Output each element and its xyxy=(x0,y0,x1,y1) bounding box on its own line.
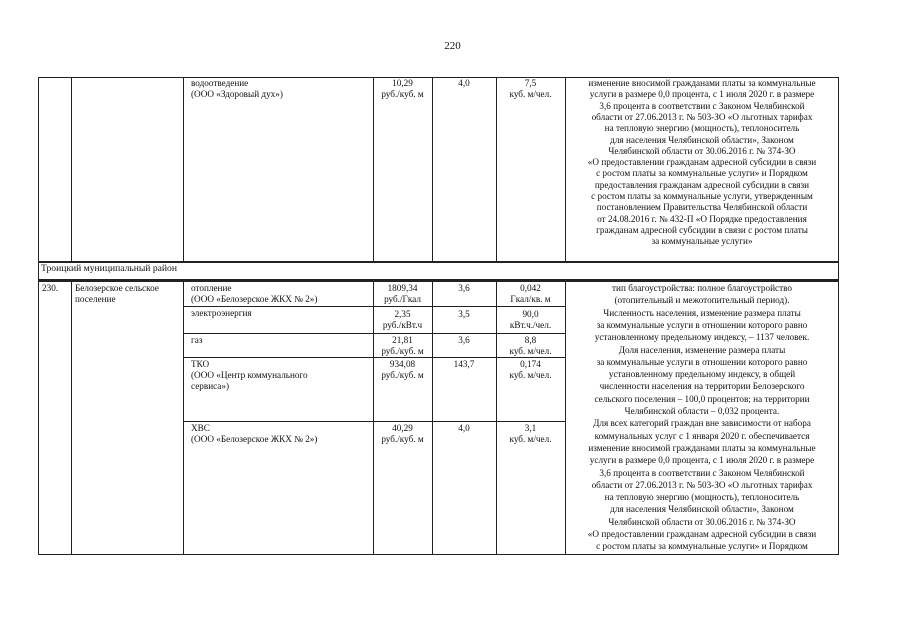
tariff-unit: руб./куб. м xyxy=(381,370,424,380)
description-line: для населения Челябинской области», Законом xyxy=(610,504,794,515)
description-line: сельского поселения – 100,0 процентов; на территории xyxy=(594,393,810,404)
description-line: за коммунальные услуги» xyxy=(651,236,753,247)
col-divider xyxy=(373,77,374,262)
settlement-number: 230. xyxy=(42,283,59,293)
description-line: изменение вносимой гражданами платы за коммунальные xyxy=(588,78,816,88)
description-line: «О предоставлении гражданам адресной субсидии в связи xyxy=(587,529,817,539)
page-number: 220 xyxy=(444,40,461,52)
norm-unit: куб. м/чел. xyxy=(509,346,552,356)
col-divider xyxy=(496,77,497,262)
description-line: Численность населения, изменение размера платы xyxy=(603,307,801,318)
description-line: (отопительный и межотопительный период). xyxy=(614,295,790,306)
percent-value: 3,6 xyxy=(458,283,470,293)
service-provider: (ООО «Здоровый дух») xyxy=(191,89,283,99)
description-line: на тепловую энергию (мощность), теплоноситель xyxy=(604,123,800,134)
description-line: с ростом платы за коммунальные услуги» и Порядком xyxy=(596,168,808,179)
description-line: области от 27.06.2013 г. № 503-ЗО «О льготных тарифах xyxy=(591,479,813,490)
description-line: Челябинской области от 30.06.2016 г. № 374-ЗО xyxy=(608,516,796,527)
service-row-divider xyxy=(183,357,565,358)
col-divider xyxy=(183,77,184,262)
description-line: области от 27.06.2013 г. № 503-ЗО «О льготных тарифах xyxy=(591,111,813,122)
service-name: ТКО xyxy=(191,359,210,369)
service-name: газ xyxy=(191,335,203,345)
percent-value: 3,5 xyxy=(458,309,470,319)
description-line: с ростом платы за коммунальные услуги» и Порядком xyxy=(596,541,808,552)
col-divider xyxy=(432,77,433,262)
description-line: численности населения на территории Белозерского xyxy=(599,381,805,392)
tariff-unit: руб./кВт.ч xyxy=(382,320,423,330)
description-line: тип благоустройства: полное благоустройство xyxy=(612,283,792,293)
service-name: ХВС xyxy=(191,423,210,433)
description-line: гражданам адресной субсидии в связи с ростом платы xyxy=(596,224,808,235)
description-line: на тепловую энергию (мощность), теплоноситель xyxy=(604,492,800,503)
description-line: за коммунальные услуги в отношении которого равно xyxy=(596,319,808,330)
norm-value: 0,042 xyxy=(520,283,541,293)
description-line: за коммунальные услуги в отношении которого равно xyxy=(596,356,808,367)
service-provider: (ООО «Центр коммунального xyxy=(191,370,308,380)
tariff-value: 40,29 xyxy=(392,423,413,433)
norm-value: 0,174 xyxy=(520,359,541,369)
service-row-divider xyxy=(183,421,565,422)
percent-value: 143,7 xyxy=(453,359,475,369)
col-divider xyxy=(71,281,72,555)
service-name: электроэнергия xyxy=(191,308,252,318)
description-line: услуги в размере 0,0 процента, с 1 июля 2020 г. в размере xyxy=(589,455,815,466)
tariff-value: 2,35 xyxy=(394,309,411,319)
description-line: для населения Челябинской области», Законом xyxy=(610,134,794,145)
tariff-value: 1809,34 xyxy=(387,283,418,293)
service-name: водоотведение xyxy=(191,78,249,88)
tariff-unit: руб./куб. м xyxy=(381,89,424,99)
percent-value: 3,6 xyxy=(458,335,470,345)
description-line: установленному предельному индексу, – 1137 человек. xyxy=(594,332,810,343)
description-line: от 24.08.2016 г. № 432-П «О Порядке предоставления xyxy=(597,213,807,224)
norm-unit: Гкал/кв. м xyxy=(510,294,551,304)
norm-value: 8,8 xyxy=(524,335,537,345)
description-line: с ростом платы за коммунальные услуги, утвержденным xyxy=(591,191,813,201)
norm-unit: куб. м/чел. xyxy=(509,89,552,99)
settlement-name: поселение xyxy=(75,294,116,304)
description-line: Челябинской области от 30.06.2016 г. № 374-ЗО xyxy=(608,145,796,156)
description-line: постановлением Правительства Челябинской области xyxy=(596,202,808,213)
tariff-unit: руб./куб. м xyxy=(381,434,424,444)
description-line: Для всех категорий граждан вне зависимости от набора xyxy=(593,418,811,429)
district-header: Троицкий муниципальный район xyxy=(41,263,177,274)
col-divider xyxy=(432,281,433,555)
description-line: «О предоставлении гражданам адресной субсидии в связи xyxy=(587,157,817,168)
settlement-name: Белозерское сельское xyxy=(75,283,159,293)
tariff-unit: руб./куб. м xyxy=(381,346,424,356)
tariff-value: 21,81 xyxy=(392,335,413,345)
service-name: отопление xyxy=(191,283,232,293)
norm-unit: кВт.ч./чел. xyxy=(509,320,552,330)
norm-unit: куб. м/чел. xyxy=(509,370,552,380)
description-line: услуги в размере 0,0 процента, с 1 июля 2020 г. в размере xyxy=(589,89,815,100)
service-row-divider xyxy=(183,306,565,307)
service-provider: сервиса») xyxy=(191,381,230,391)
norm-value: 3,1 xyxy=(524,423,537,433)
description-line: Доля населения, изменение размера платы xyxy=(618,344,786,355)
description-line: 3,6 процента в соответствии с Законом Челябинской xyxy=(599,467,805,478)
row-divider xyxy=(38,279,839,280)
description-line: 3,6 процента в соответствии с Законом Челябинской xyxy=(599,100,805,111)
col-divider xyxy=(183,281,184,555)
col-divider xyxy=(71,77,72,262)
description-line: коммунальных услуг с 1 января 2020 г. обеспечивается xyxy=(594,430,810,441)
service-provider: (ООО «Белозерское ЖКХ № 2») xyxy=(191,434,318,444)
tariff-unit: руб./Гкал xyxy=(384,294,421,304)
description-line: Челябинской области – 0,032 процента. xyxy=(624,406,780,416)
percent-value: 4,0 xyxy=(458,78,470,88)
percent-value: 4,0 xyxy=(458,423,470,433)
norm-unit: куб. м/чел. xyxy=(509,434,552,444)
description-line: изменение вносимой гражданами платы за коммунальные xyxy=(588,442,816,453)
service-row-divider xyxy=(183,333,565,334)
norm-value: 90,0 xyxy=(522,309,539,319)
norm-value: 7,5 xyxy=(524,78,537,88)
tariff-value: 934,08 xyxy=(389,359,416,369)
description-line: предоставления гражданам адресной субсидии в связи xyxy=(594,179,810,190)
service-provider: (ООО «Белозерское ЖКХ № 2») xyxy=(191,294,318,304)
tariff-value: 10,29 xyxy=(392,78,413,88)
description-line: установленному предельному индексу, в общей xyxy=(608,369,796,380)
